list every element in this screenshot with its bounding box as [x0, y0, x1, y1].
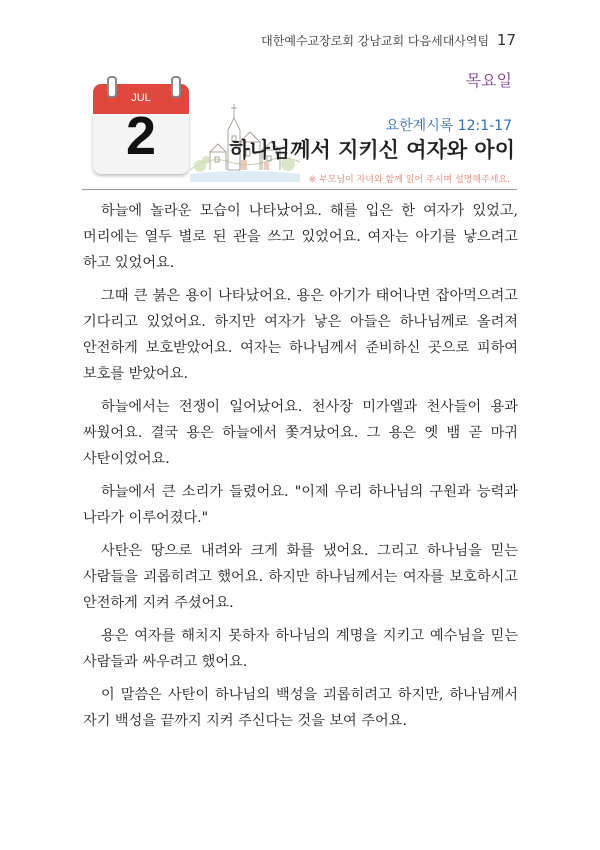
paragraph: 사탄은 땅으로 내려와 크게 화를 냈어요. 그리고 하나님을 믿는 사람들을 괴롭히려고 했어요. 하지만 하나님께서는 여자를 보호하시고 안전하게 지켜 주셨어요. — [83, 543, 518, 611]
calendar-month: JUL — [131, 92, 151, 104]
day-of-week: 목요일 — [465, 71, 512, 90]
quotation: "이제 우리 하나님의 구원과 능력과 나라가 이루어졌다." — [83, 484, 518, 526]
paragraph: 이 말씀은 사탄이 하나님의 백성을 괴롭히려고 하지만, 하나님께서 자기 백성을 끝까지 지켜 주신다는 것을 보여 주어요. — [83, 687, 518, 729]
page-number: 17 — [496, 31, 516, 49]
devotional-body — [83, 198, 518, 741]
paragraph: 하늘에서는 전쟁이 일어났어요. 천사장 미가엘과 천사들이 용과 싸웠어요. 결국 용은 하늘에서 쫓겨났어요. 그 용은 옛 뱀 곧 마귀 사탄이었어요. — [83, 399, 518, 467]
church-name: 강남교회 다음세대사역팀 — [357, 34, 490, 48]
paragraph: 그때 큰 붉은 용이 나타났어요. 용은 아기가 태어나면 잡아먹으려고 기다리고 있었어요. 하지만 여자가 낳은 아들은 하나님께로 올려져 안전하게 보호받았어요. 여자는 하나님께서 준비하신 곳으로 피하여 보호를 받았어요. — [83, 288, 518, 382]
scripture-reference: 요한계시록 12:1-17 — [385, 118, 512, 134]
calendar-icon — [93, 76, 189, 174]
page-header — [261, 31, 516, 49]
paragraph: 하늘에 놀라운 모습이 나타났어요. 해를 입은 한 여자가 있었고, 머리에는 열두 별로 된 관을 쓰고 있었어요. 여자는 아기를 낳으려고 하고 있었어요. — [83, 203, 518, 271]
divider — [82, 189, 517, 190]
church-group: 대한예수교장로회 — [261, 34, 354, 48]
calendar-date: 2 — [125, 106, 157, 166]
paragraph: 용은 여자를 해치지 못하자 하나님의 계명을 지키고 예수님을 믿는 사람들과 싸우려고 했어요. — [83, 628, 518, 670]
parent-note: ※ 부모님이 자녀와 함께 읽어 주시며 설명해주세요. — [308, 175, 510, 185]
paragraph — [83, 479, 518, 531]
paragraph-lead: 하늘에서 큰 소리가 들렸어요. — [101, 484, 289, 500]
page-title: 하나님께서 지키신 여자와 아이 — [229, 138, 515, 162]
